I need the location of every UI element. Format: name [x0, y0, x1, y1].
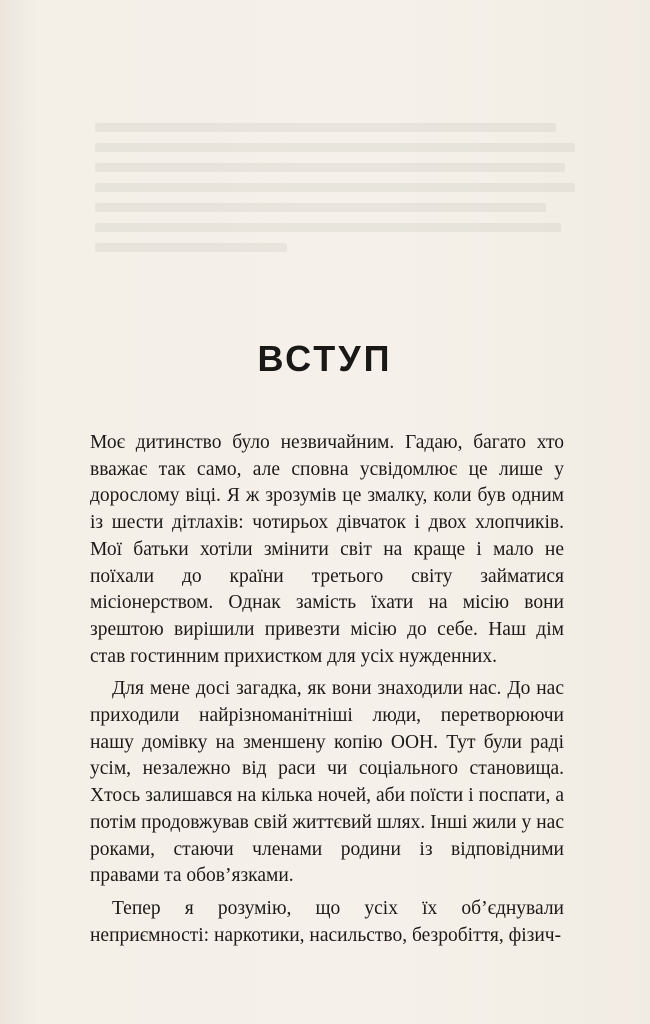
paragraph-2: Для мене досі загадка, як вони знаходили нас. До нас приходили найрізноманітніші люди, перетворюючи нашу домівку на зменшену копію ООН. Тут були раді усім, незалежно від раси чи соціального становища. Хтось залишався на кілька ночей, аби поїсти і поспати, а потім продовжував свій життєвий шлях. Інші жили у нас роками, стаючи членами родини із відповідними правами та обов’язками. [90, 678, 564, 887]
bleed-through-shadow [95, 112, 575, 258]
paragraph-3: Тепер я розумію, що усіх їх об’єднували неприємності: наркотики, насильство, безробіття, фізич- [90, 897, 564, 946]
chapter-title: ВСТУП [257, 338, 393, 380]
chapter-body [90, 430, 564, 949]
paragraph-1: Моє дитинство було незвичайним. Гадаю, багато хто вважає так само, але сповна усвідомлює це лише у дорослому віці. Я ж зрозумів це змалку, коли був одним із шести дітлахів: чотирьох дівчаток і двох хлопчиків. Мої батьки хотіли змінити світ на краще і мало не поїхали до країни третього світу займатися місіонерством. Однак замість їхати на місію вони зрештою вирішили привезти місію до себе. Наш дім став гостинним прихистком для усіх нужденних. [90, 432, 564, 667]
